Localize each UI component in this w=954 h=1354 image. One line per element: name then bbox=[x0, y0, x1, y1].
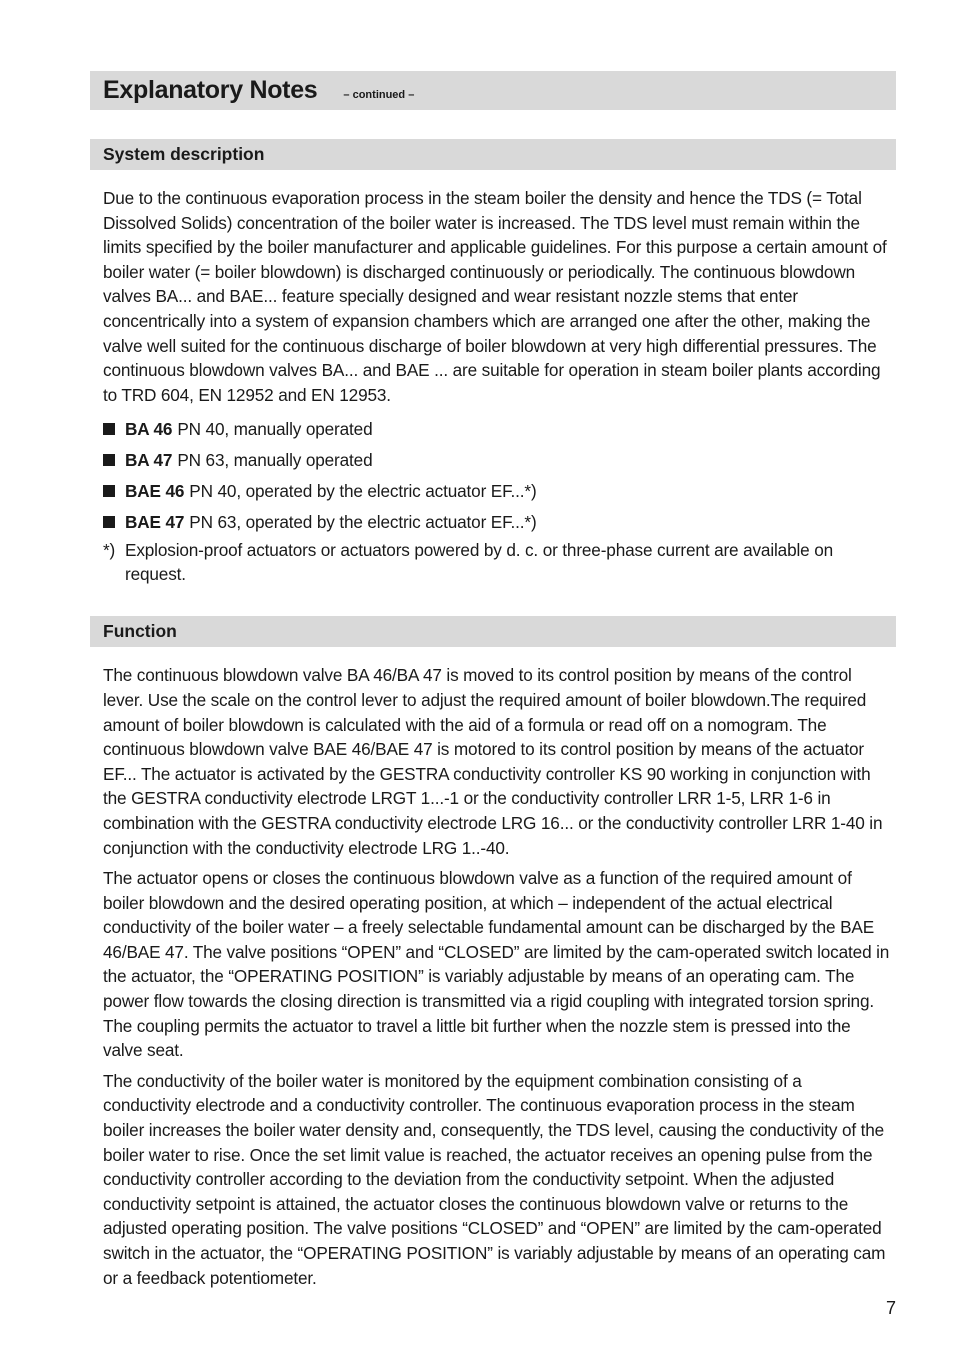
square-bullet-icon bbox=[103, 454, 115, 466]
system-description-heading: System description bbox=[90, 139, 896, 170]
list-item bbox=[103, 475, 892, 506]
model-description: PN 40, operated by the electric actuator EF...*) bbox=[189, 480, 537, 501]
model-name: BAE 47 bbox=[125, 511, 185, 532]
system-description-paragraph: Due to the continuous evaporation process in the steam boiler the density and hence the TDS (= Total Dissolved Solids) concentration of the boiler water is increased. The TDS level must remain within the limits specified by the boiler manufacturer and applicable guidelines. For this purpose a certain amount of boiler water (= boiler blowdown) is discharged continuously or periodically. The continuous blowdown valves BA... and BAE... feature specially designed and wear resistant nozzle stems that enter concentrically into a system of expansion chambers which are arranged one after the other, making the valve well suited for the continuous discharge of boiler blowdown at very high differential pressures. The continuous blowdown valves BA... and BAE ... are suitable for operation in steam boiler plants according to TRD 604, EN 12952 and EN 12953. bbox=[103, 188, 887, 405]
model-description: PN 63, operated by the electric actuator EF...*) bbox=[189, 511, 537, 532]
function-heading: Function bbox=[90, 616, 896, 647]
list-item bbox=[103, 413, 892, 444]
square-bullet-icon bbox=[103, 485, 115, 497]
continued-label: – continued – bbox=[343, 88, 415, 101]
model-name: BA 47 bbox=[125, 449, 173, 470]
model-description: PN 63, manually operated bbox=[177, 449, 373, 470]
square-bullet-icon bbox=[103, 516, 115, 528]
function-body bbox=[90, 663, 896, 1290]
footnote-mark: *) bbox=[103, 540, 116, 561]
model-description: PN 40, manually operated bbox=[177, 418, 373, 439]
square-bullet-icon bbox=[103, 423, 115, 435]
system-description-body bbox=[90, 186, 896, 586]
document-page bbox=[90, 71, 896, 1290]
footnote-text: Explosion-proof actuators or actuators powered by d. c. or three-phase current are available on request. bbox=[125, 540, 834, 584]
footnote bbox=[103, 539, 892, 586]
model-name: BA 46 bbox=[125, 418, 173, 439]
list-item bbox=[103, 506, 892, 537]
function-paragraph-2: The actuator opens or closes the continuous blowdown valve as a function of the required amount of boiler blowdown and the desired operating position, at which – independent of the actual electrical conductivity of the boiler water – a freely selectable fundamental amount can be discharged by the BAE 46/BAE 47. The valve positions “OPEN” and “CLOSED” are limited by the cam-operated switch located in the actuator, the “OPERATING POSITION” is variably adjustable by means of an operating cam. The power flow towards the closing direction is transmitted via a rigid coupling with integrated torsion spring. The coupling permits the actuator to travel a little bit further when the nozzle stem is pressed into the valve seat. bbox=[103, 868, 890, 1061]
model-name: BAE 46 bbox=[125, 480, 185, 501]
title-bar bbox=[90, 71, 896, 110]
page-title: Explanatory Notes bbox=[103, 76, 318, 104]
function-paragraph-3: The conductivity of the boiler water is monitored by the equipment combination consisting of a conductivity electrode and a conductivity controller. The continuous evaporation process in the steam boiler increases the boiler water density and, consequently, the TDS level, causing the conductivity of the boiler water to rise. Once the set limit value is reached, the actuator receives an opening pulse from the conductivity controller according to the deviation from the conductivity setpoint. When the adjusted conductivity setpoint is attained, the actuator closes the continuous blowdown valve or returns to the adjusted operating position. The valve positions “CLOSED” and “OPEN” are limited by the cam-operated switch in the actuator, the “OPERATING POSITION” is variably adjustable by means of an operating cam or a feedback potentiometer. bbox=[103, 1070, 886, 1288]
list-item bbox=[103, 444, 892, 475]
model-list bbox=[103, 413, 892, 537]
page-number: 7 bbox=[885, 1298, 896, 1318]
function-paragraph-1: The continuous blowdown valve BA 46/BA 47 is moved to its control position by means of the control lever. Use the scale on the control lever to adjust the required amount of boiler blowdown.The required amount of boiler blowdown is calculated with the aid of a formula or read off on a nomogram. The continuous blowdown valve BAE 46/BAE 47 is motored to its control position by means of the actuator EF... The actuator is activated by the GESTRA conductivity controller KS 90 working in conjunction with the GESTRA conductivity electrode LRGT 1...-1 or the conductivity controller LRR 1-5, LRR 1-6 in combination with the GESTRA conductivity electrode LRG 16... or the conductivity controller LRR 1-40 in conjunction with the conductivity electrode LRG 1..-40. bbox=[103, 665, 883, 858]
